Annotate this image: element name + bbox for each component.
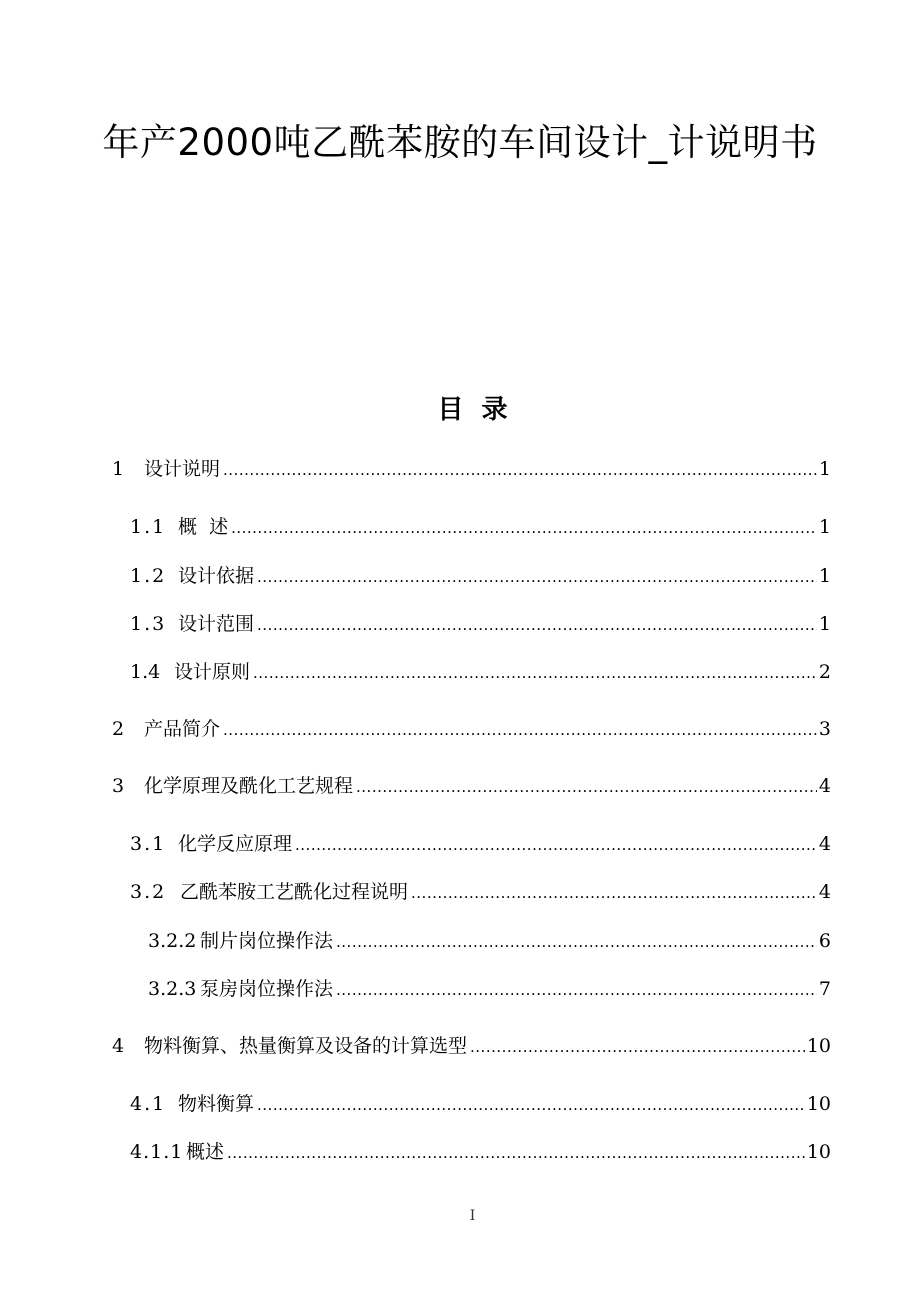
toc-entry-4-1[interactable] [130,1090,831,1118]
toc-leader-dots [336,976,817,1004]
toc-entry-page: 1 [818,613,831,635]
toc-entry-number: 1.4 [130,661,161,683]
toc-heading-char-2: 录 [481,395,508,425]
toc-entry-page: 1 [818,458,831,480]
toc-entry-label: 制片岗位操作法 [200,930,334,952]
toc-entry-number: 3.2.3 [148,978,197,1000]
toc-entry-label: 物料衡算 [178,1093,255,1115]
toc-entry-page: 4 [818,833,831,855]
toc-entry-page: 6 [818,930,831,952]
toc-entry-label: 设计依据 [178,565,255,587]
toc-entry-label: 设计范围 [178,613,255,635]
toc-entry-number: 3.2 [130,881,167,903]
toc-entry-3-2-2[interactable] [148,927,831,955]
toc-entry-3-1[interactable] [130,830,831,858]
toc-entry-1-2[interactable] [130,562,831,590]
toc-entry-2[interactable] [112,715,831,743]
toc-entry-label: 产品简介 [144,718,221,740]
toc-heading [0,392,920,428]
toc-leader-dots [470,1033,805,1061]
toc-entry-page: 4 [818,881,831,903]
toc-entry-number: 3 [112,775,125,797]
toc-entry-4[interactable] [112,1032,831,1060]
toc-heading-char-1: 目 [437,395,464,425]
toc-leader-dots [336,928,817,956]
toc-entry-label: 物料衡算、热量衡算及设备的计算选型 [144,1035,468,1057]
toc-leader-dots [411,879,817,907]
toc-entry-label: 设计说明 [144,458,221,480]
toc-leader-dots [253,659,817,687]
toc-entry-page: 2 [818,661,831,683]
toc-entry-number: 1.3 [130,613,167,635]
toc-leader-dots [231,514,817,542]
toc-entry-number: 4 [112,1035,125,1057]
toc-entry-page: 10 [806,1093,831,1115]
toc-leader-dots [223,716,817,744]
toc-entry-4-1-1[interactable] [130,1138,831,1166]
toc-entry-page: 10 [806,1035,831,1057]
toc-entry-page: 3 [818,718,831,740]
toc-leader-dots [257,1091,805,1119]
toc-entry-number: 1.1 [130,516,167,538]
page-number: I [469,1208,476,1224]
toc-entry-label: 概述 [186,1141,225,1163]
toc-entry-page: 1 [818,516,831,538]
toc-entry-number: 3.2.2 [148,930,197,952]
toc-entry-page: 1 [818,565,831,587]
toc-entry-number: 4.1.1 [130,1141,184,1163]
toc-entry-label: 设计原则 [174,661,251,683]
document-title: 年产2000吨乙酰苯胺的车间设计_计说明书 [102,121,818,164]
toc-entry-1[interactable] [112,455,831,483]
toc-entry-page: 10 [806,1141,831,1163]
toc-entry-number: 1 [112,458,125,480]
toc-entry-page: 4 [818,775,831,797]
toc-entry-number: 1.2 [130,565,167,587]
toc-entry-number: 4.1 [130,1093,167,1115]
toc-entry-1-3[interactable] [130,610,831,638]
toc-entry-number: 2 [112,718,125,740]
toc-entry-1-1[interactable] [130,513,831,541]
toc-entry-label: 化学原理及酰化工艺规程 [144,775,354,797]
toc-leader-dots [223,456,817,484]
toc-entry-number: 3.1 [130,833,167,855]
toc-entry-3-2[interactable] [130,878,831,906]
toc-entry-3-2-3[interactable] [148,975,831,1003]
toc-leader-dots [257,563,817,591]
toc-leader-dots [257,611,817,639]
toc-leader-dots [295,831,817,859]
toc-entry-label: 概 述 [178,516,229,538]
toc-entry-label: 化学反应原理 [178,833,293,855]
toc-leader-dots [356,773,817,801]
toc-entry-3[interactable] [112,772,831,800]
toc-entry-label: 乙酰苯胺工艺酰化过程说明 [180,881,409,903]
toc-entry-1-4[interactable] [130,658,831,686]
toc-entry-page: 7 [818,978,831,1000]
toc-entry-label: 泵房岗位操作法 [200,978,334,1000]
toc-leader-dots [227,1139,805,1167]
